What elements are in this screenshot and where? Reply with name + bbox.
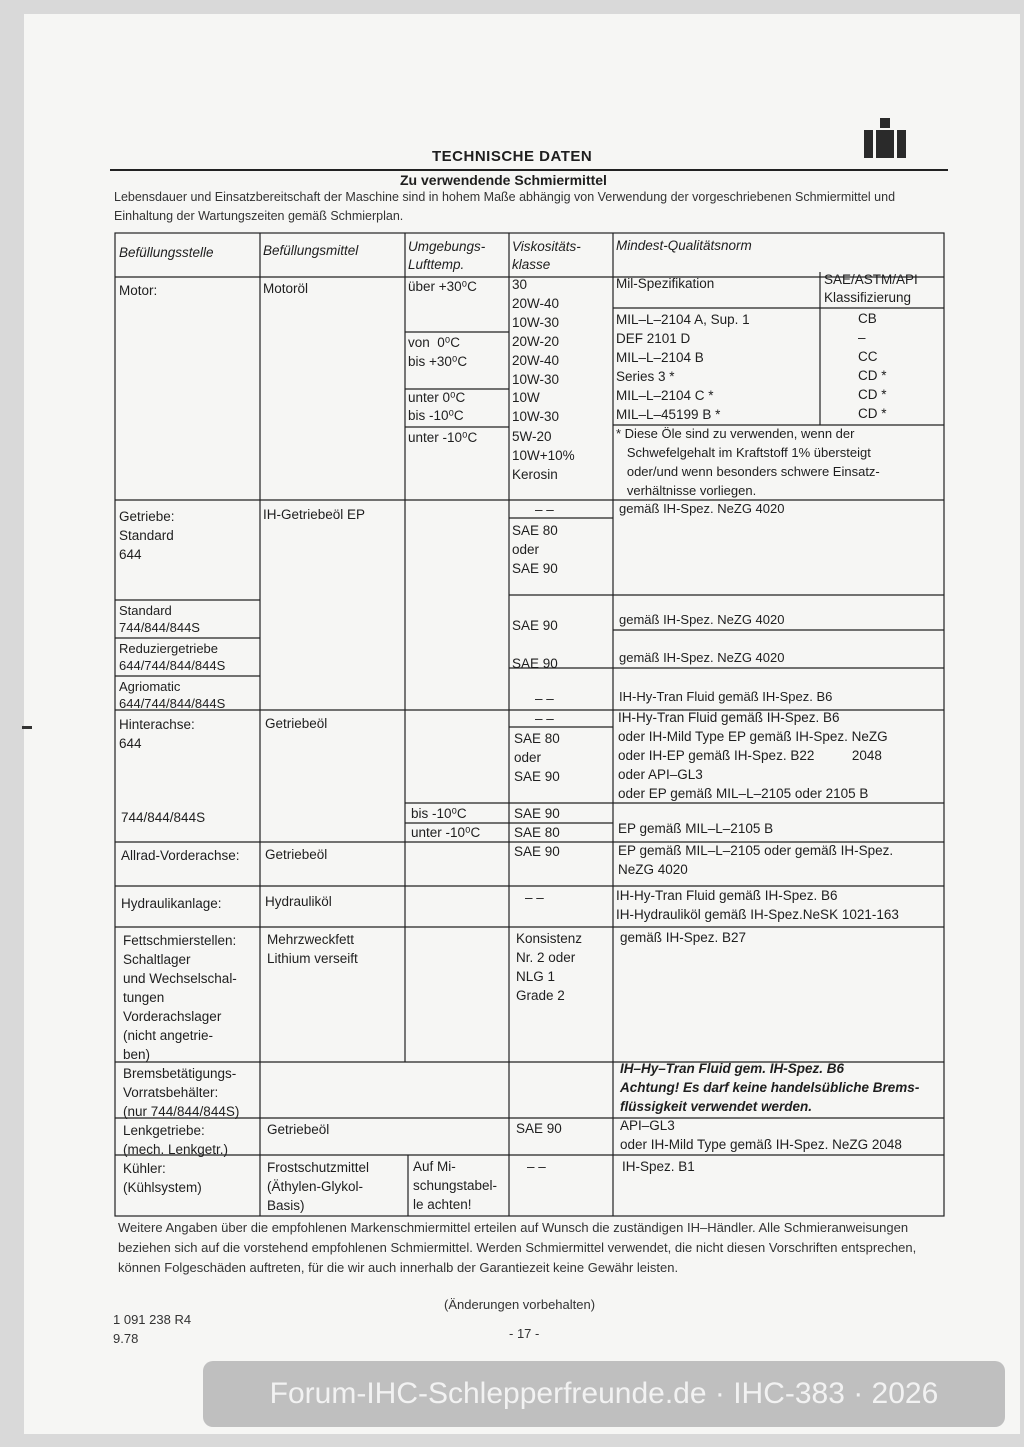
kuehler-mittel: Frostschutzmittel (Äthylen-Glykol- Basis): [267, 1160, 370, 1213]
hinterachse-visk-2a: SAE 90: [514, 806, 560, 821]
kuehler-norm: IH-Spez. B1: [622, 1159, 695, 1174]
getriebe-visk-4: – –: [535, 691, 554, 706]
lenk-mittel: Getriebeöl: [267, 1122, 330, 1137]
getriebe-stelle-1: Getriebe: Standard 644: [119, 509, 175, 562]
motor-api-classes: CB – CC CD * CD * CD *: [858, 311, 887, 421]
hinterachse-temp-2a: bis -10⁰C: [411, 806, 467, 821]
motor-temp-3: unter 0⁰C bis -10⁰C: [408, 390, 466, 423]
getriebe-visk-1b: SAE 80 oder SAE 90: [512, 523, 558, 576]
lenk-stelle: Lenkgetriebe: (mech. Lenkgetr.): [123, 1123, 229, 1157]
getriebe-visk-2: SAE 90: [512, 618, 558, 633]
hinterachse-stelle-1: Hinterachse: 644: [119, 717, 195, 751]
allrad-visk: SAE 90: [514, 844, 560, 859]
document-number: 1 091 238 R4: [113, 1312, 192, 1327]
motor-visk-1: 30 20W-40 10W-30: [512, 277, 560, 330]
motor-stelle: Motor:: [119, 283, 158, 298]
header-befuellungsstelle: Befüllungsstelle: [119, 245, 214, 260]
getriebe-visk-3: SAE 90: [512, 656, 558, 671]
header-umgebungstemp: Umgebungs- Lufttemp.: [408, 239, 486, 272]
punch-mark: [22, 726, 32, 729]
hydraulik-mittel: Hydrauliköl: [265, 894, 332, 909]
brems-norm: IH–Hy–Tran Fluid gem. IH-Spez. B6 Achtung! Es darf keine handelsübliche Brems- flüssigkeit verwendet werden.: [620, 1061, 920, 1114]
hydraulik-norm: IH-Hy-Tran Fluid gemäß IH-Spez. B6 IH-Hydrauliköl gemäß IH-Spez.NeSK 1021-163: [616, 888, 899, 922]
motor-visk-3: 10W 10W-30: [512, 390, 560, 424]
fett-stelle: Fettschmierstellen: Schaltlager und Wechselschal- tungen Vorderachslager (nicht angetrie- ben): [123, 933, 237, 1062]
getriebe-norm-2: gemäß IH-Spez. NeZG 4020: [619, 612, 785, 627]
motor-mil-specs: MIL–L–2104 A, Sup. 1 DEF 2101 D MIL–L–2104 B Series 3 * MIL–L–2104 C * MIL–L–45199 B *: [616, 312, 750, 422]
document-date: 9.78: [113, 1331, 139, 1346]
hinterachse-mittel: Getriebeöl: [265, 716, 328, 731]
allrad-norm: EP gemäß MIL–L–2105 oder gemäß IH-Spez. NeZG 4020: [618, 843, 894, 877]
hydraulik-stelle: Hydraulikanlage:: [121, 896, 222, 911]
motor-temp-1: über +30⁰C: [408, 279, 477, 294]
motor-mittel: Motoröl: [263, 281, 309, 296]
kuehler-temp: Auf Mi- schungstabel- le achten!: [413, 1159, 498, 1212]
title-rule: [110, 169, 948, 171]
hinterachse-temp-2b: unter -10⁰C: [411, 825, 481, 840]
footer-paragraph: Weitere Angaben über die empfohlenen Markenschmiermittel erteilen auf Wunsch die zuständigen IH–Händler. Alle Schmieranweisungen beziehen sich auf die vorstehend empfohlenen Schmiermittel. Werden Schmiermittel verwendet, die nicht diesen Vorschriften entsprechen, können Folgeschäden auftreten, für die wir auch innerhalb der Garantiezeit keine Gewähr leisten.: [118, 1220, 917, 1275]
getriebe-stelle-3: Reduziergetriebe 644/744/844/844S: [119, 641, 226, 673]
brems-stelle: Bremsbetätigungs- Vorratsbehälter: (nur 744/844/844S): [123, 1066, 240, 1119]
getriebe-stelle-2: Standard 744/844/844S: [119, 603, 200, 635]
hinterachse-visk-1b: SAE 80 oder SAE 90: [514, 731, 560, 784]
intro-paragraph: Lebensdauer und Einsatzbereitschaft der Maschine sind in hohem Maße abhängig von Verwendung der vorgeschriebenen Schmiermittel und Einhaltung der Wartungszeiten gemäß Schmierplan.: [114, 190, 896, 223]
allrad-stelle: Allrad-Vorderachse:: [121, 848, 240, 863]
lenk-visk: SAE 90: [516, 1121, 562, 1136]
hinterachse-visk-1: – –: [535, 711, 554, 726]
kuehler-stelle: Kühler: (Kühlsystem): [123, 1161, 202, 1195]
header-qualitaetsnorm: Mindest-Qualitätsnorm: [616, 238, 752, 253]
page-title: TECHNISCHE DATEN: [432, 148, 593, 165]
allrad-mittel: Getriebeöl: [265, 847, 328, 862]
fett-norm: gemäß IH-Spez. B27: [620, 930, 747, 945]
hinterachse-norm-1: IH-Hy-Tran Fluid gemäß IH-Spez. B6 oder IH-Mild Type EP gemäß IH-Spez. NeZG oder IH-EP gemäß IH-Spez. B22 2048 oder API–GL3 oder EP gemäß MIL–L–2105 oder 2105 B: [618, 710, 888, 801]
getriebe-norm-4: IH-Hy-Tran Fluid gemäß IH-Spez. B6: [619, 689, 833, 704]
motor-norm-head-right: SAE/ASTM/API Klassifizierung: [824, 272, 918, 305]
getriebe-visk-1: – –: [535, 502, 554, 517]
section-subtitle: Zu verwendende Schmiermittel: [400, 172, 607, 188]
hinterachse-norm-2: EP gemäß MIL–L–2105 B: [618, 821, 774, 836]
getriebe-stelle-4: Agriomatic 644/744/844/844S: [119, 679, 226, 711]
getriebe-mittel: IH-Getriebeöl EP: [263, 507, 366, 522]
motor-visk-4: 5W-20 10W+10% Kerosin: [512, 429, 575, 482]
motor-temp-2: von 0⁰C bis +30⁰C: [408, 335, 468, 369]
hydraulik-visk: – –: [525, 890, 544, 905]
motor-note: * Diese Öle sind zu verwenden, wenn der Schwefelgehalt im Kraftstoff 1% übersteigt oder/und wenn besonders schwere Einsatz- verhältnisse vorliegen.: [616, 426, 880, 498]
kuehler-visk: – –: [527, 1159, 546, 1174]
fett-visk: Konsistenz Nr. 2 oder NLG 1 Grade 2: [516, 931, 583, 1003]
hinterachse-stelle-2: 744/844/844S: [121, 810, 206, 825]
header-befuellungsmittel: Befüllungsmittel: [263, 243, 359, 258]
motor-visk-2: 20W-20 20W-40 10W-30: [512, 334, 560, 387]
getriebe-norm-1: gemäß IH-Spez. NeZG 4020: [619, 501, 785, 516]
motor-temp-4: unter -10⁰C: [408, 430, 478, 445]
ih-logo-icon: [862, 116, 908, 162]
changes-note: (Änderungen vorbehalten): [444, 1297, 596, 1312]
forum-watermark: Forum-IHC-Schlepperfreunde.de · IHC-383 · 2026: [203, 1361, 1005, 1427]
motor-norm-head-left: Mil-Spezifikation: [616, 276, 715, 291]
hinterachse-visk-2b: SAE 80: [514, 825, 560, 840]
lenk-norm: API–GL3 oder IH-Mild Type gemäß IH-Spez. NeZG 2048: [620, 1118, 902, 1152]
header-viskositaet: Viskositäts- klasse: [512, 239, 581, 272]
getriebe-norm-3: gemäß IH-Spez. NeZG 4020: [619, 650, 785, 665]
page-number: - 17 -: [509, 1326, 540, 1341]
fett-mittel: Mehrzweckfett Lithium verseift: [267, 932, 358, 966]
